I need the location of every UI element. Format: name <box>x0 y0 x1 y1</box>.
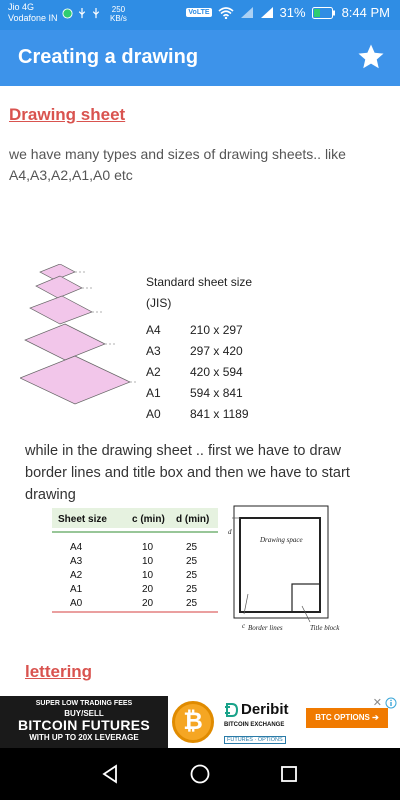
speed-unit: KB/s <box>110 14 127 23</box>
ad-line-1: SUPER LOW TRADING FEES <box>35 700 133 707</box>
paragraph-sheet-types: we have many types and sizes of drawing sheets.. like A4,A3,A2,A1,A0 etc <box>9 146 346 183</box>
sheet-size: 594 x 841 <box>190 386 243 400</box>
cell: A2 <box>70 570 83 581</box>
label-drawing-space: Drawing space <box>260 536 303 544</box>
sheet-size: 297 x 420 <box>190 344 243 358</box>
cell: 10 <box>142 570 154 581</box>
col-header: Sheet size <box>58 514 107 525</box>
navigation-bar <box>0 748 400 800</box>
cell: 10 <box>142 542 154 553</box>
border-dimension-figure <box>48 504 348 634</box>
ad-brand[interactable] <box>224 701 300 746</box>
speed-value: 250 <box>111 5 126 14</box>
back-icon[interactable] <box>100 764 120 784</box>
cell: 20 <box>142 598 154 609</box>
ad-brand-tag: FUTURES · OPTIONS <box>224 736 286 744</box>
ad-line-2: BUY/SELL <box>64 709 104 718</box>
ad-info-icon[interactable] <box>385 697 397 709</box>
volte-badge: VoLTE <box>188 9 210 16</box>
cell: A3 <box>70 556 83 567</box>
page-title: Creating a drawing <box>18 46 199 68</box>
ad-brand-name: Deribit <box>241 701 289 718</box>
figure1-subtitle: (JIS) <box>146 296 172 310</box>
usb-icon <box>77 8 87 19</box>
cell: A0 <box>70 598 83 609</box>
ad-banner[interactable] <box>0 696 400 748</box>
ad-cta-button[interactable]: BTC OPTIONS ➔ <box>306 708 388 728</box>
notification-icons <box>62 8 101 19</box>
ad-line-4: WITH UP TO 20X LEVERAGE <box>29 733 139 742</box>
ad-promo-text[interactable] <box>0 696 168 748</box>
recents-icon[interactable] <box>280 765 298 783</box>
battery-icon <box>312 7 336 19</box>
sheet-name: A2 <box>146 365 161 379</box>
star-icon[interactable] <box>356 42 386 72</box>
wifi-icon <box>218 6 234 19</box>
sheet-size: 210 x 297 <box>190 323 243 337</box>
whatsapp-icon <box>62 8 73 19</box>
sheet-name: A4 <box>146 323 161 337</box>
app-bar <box>0 30 400 86</box>
figure1-title: Standard sheet size <box>146 275 253 289</box>
home-icon[interactable] <box>189 763 211 785</box>
sheet-name: A0 <box>146 407 161 421</box>
usb-icon-2 <box>91 8 101 19</box>
carrier-2: Vodafone IN <box>8 13 58 23</box>
cell: 25 <box>186 570 198 581</box>
clock: 8:44 PM <box>341 5 390 20</box>
heading-drawing-sheet[interactable]: Drawing sheet <box>9 105 126 124</box>
bitcoin-icon: ₿ <box>172 701 214 743</box>
signal-icon <box>240 6 254 19</box>
signal-icon-2 <box>260 6 274 19</box>
battery-percent: 31% <box>279 5 306 20</box>
sheet-name: A3 <box>146 344 161 358</box>
sheet-size: 841 x 1189 <box>190 407 249 421</box>
ad-line-3: BITCOIN FUTURES <box>17 717 151 733</box>
col-header: d (min) <box>176 514 210 525</box>
cell: 25 <box>186 584 198 595</box>
cell: 25 <box>186 556 198 567</box>
sheet-size: 420 x 594 <box>190 365 243 379</box>
network-speed <box>110 5 127 23</box>
label-c: c <box>242 622 246 630</box>
ad-close-icon[interactable]: ✕ <box>372 697 382 709</box>
sheet-border-diagram <box>232 506 328 622</box>
sheet-name: A1 <box>146 386 161 400</box>
carrier-1: Jio 4G <box>8 2 35 12</box>
col-header: c (min) <box>132 514 165 525</box>
sheet-size-figure <box>20 264 300 424</box>
cell: A4 <box>70 542 83 553</box>
label-border-lines: Border lines <box>248 624 283 632</box>
article-content <box>0 86 400 696</box>
ad-brand-sub: BITCOIN EXCHANGE <box>224 722 285 728</box>
cell: 10 <box>142 556 154 567</box>
cell: 20 <box>142 584 154 595</box>
label-d: d <box>228 528 232 536</box>
heading-lettering[interactable]: lettering <box>25 662 93 681</box>
carrier-info <box>8 2 58 24</box>
status-bar <box>0 0 400 30</box>
sheet-stack-graphic <box>20 264 138 404</box>
paragraph-border-lines: while in the drawing sheet .. first we have to draw border lines and title box and then we have to start drawing <box>25 443 350 503</box>
cell: 25 <box>186 598 198 609</box>
label-title-block: Title block <box>310 624 340 632</box>
cell: A1 <box>70 584 83 595</box>
deribit-logo-icon <box>224 703 238 717</box>
cell: 25 <box>186 542 198 553</box>
